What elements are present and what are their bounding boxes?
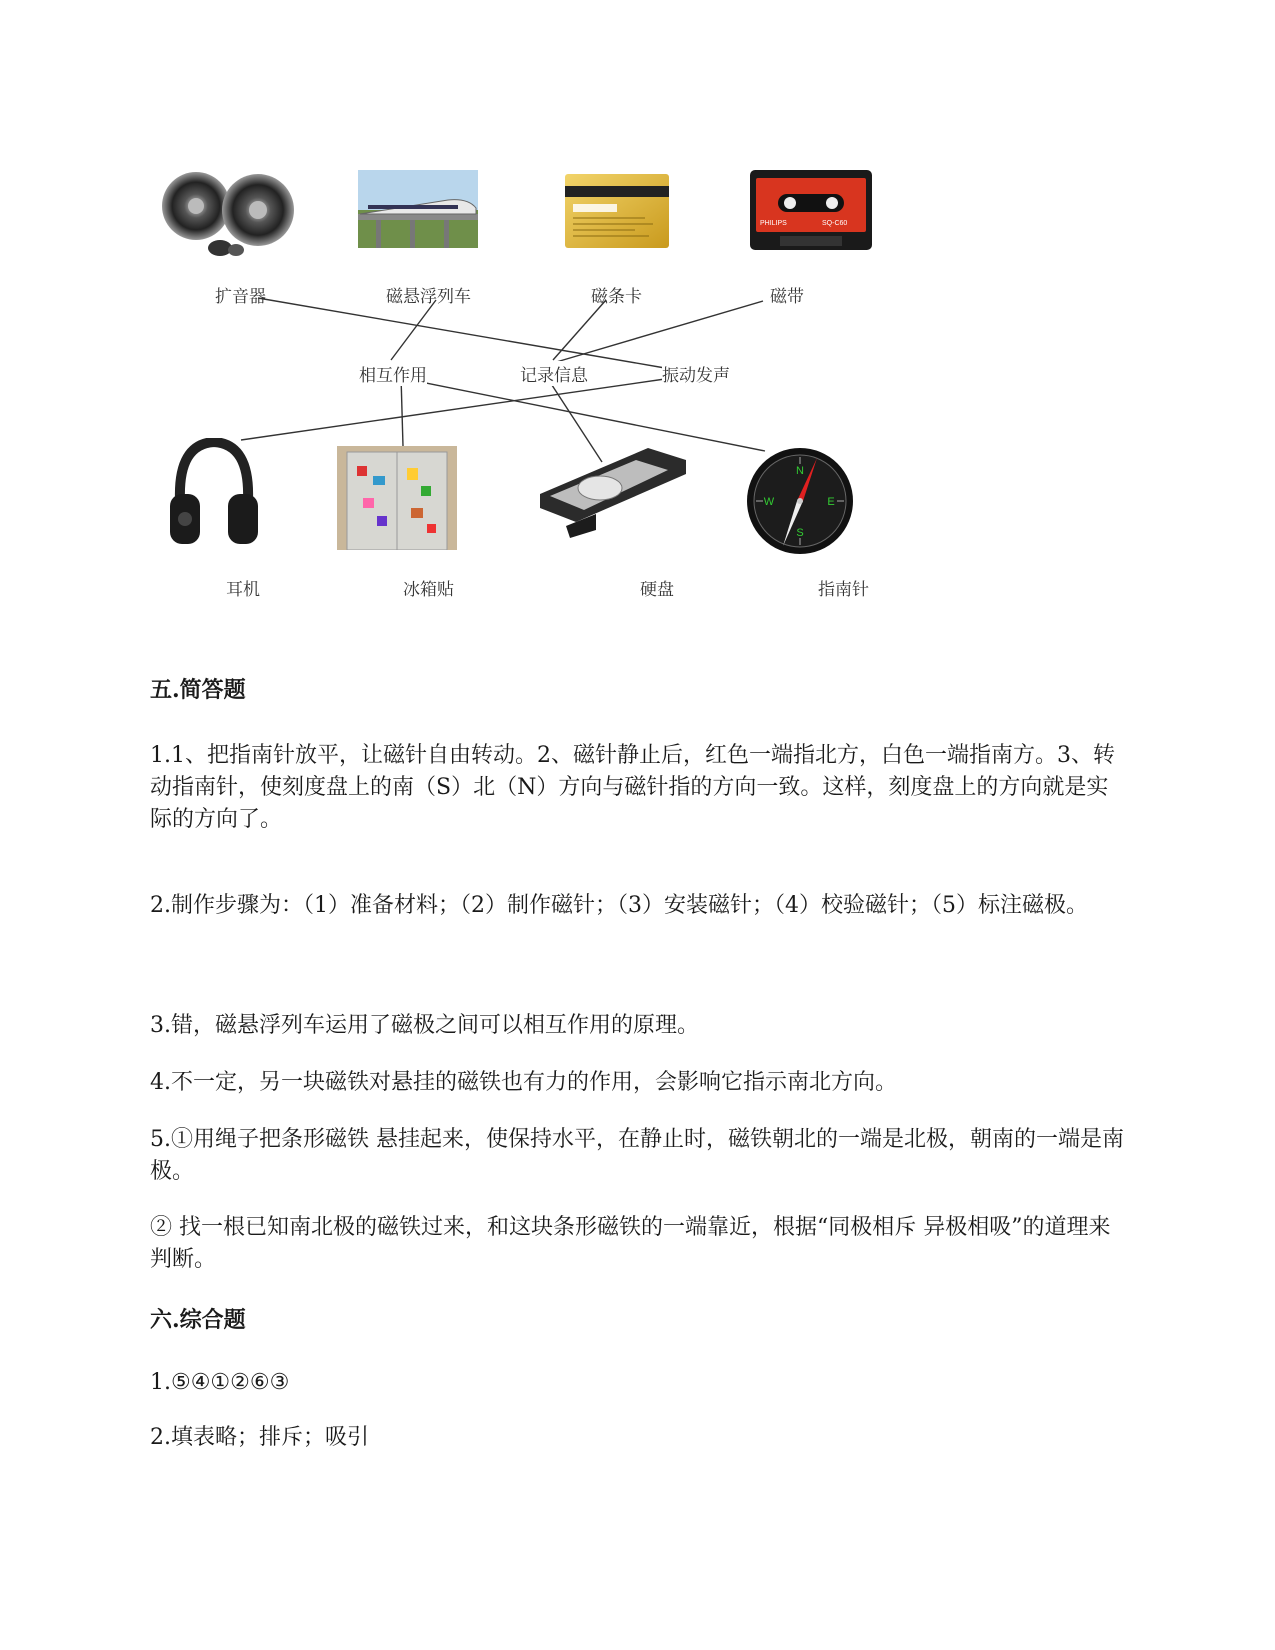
answer-5-5: 5.①用绳子把条形磁铁 悬挂起来，使保持水平，在静止时，磁铁朝北的一端是北极，朝南的一端是南极。	[150, 1127, 1124, 1184]
label-compass: 指南针	[818, 580, 869, 600]
magnetic-card-picture	[565, 174, 669, 248]
compass-letter-s: S	[796, 527, 804, 539]
headphones-picture	[168, 438, 260, 550]
answer-5-4: 4.不一定，另一块磁铁对悬挂的磁铁也有力的作用，会影响它指示南北方向。	[150, 1070, 897, 1095]
compass-letter-e: E	[827, 496, 835, 508]
label-headphones: 耳机	[226, 580, 260, 600]
answer-5-1: 1.1、把指南针放平，让磁针自由转动。2、磁针静止后，红色一端指北方，白色一端指南方。3、转动指南针，使刻度盘上的南（S）北（N）方向与磁针指的方向一致。这样，刻度盘上的方向就是实际的方向了。	[150, 743, 1115, 832]
matching-diagram	[0, 0, 1275, 640]
label-cassette-tape: 磁带	[770, 287, 804, 307]
label-magnetic-card: 磁条卡	[591, 287, 642, 307]
tape-brand: PHILIPS	[760, 220, 787, 227]
compass-letter-n: N	[796, 465, 804, 477]
fridge-magnets-picture	[337, 446, 457, 550]
label-vibrate-sound: 振动发声	[662, 361, 730, 386]
maglev-train-picture	[358, 170, 478, 248]
cassette-tape-picture	[750, 170, 872, 250]
compass-letter-w: W	[763, 496, 775, 508]
line-maglev-interact	[391, 300, 436, 360]
answer-6-2: 2.填表略；排斥；吸引	[150, 1425, 369, 1450]
answer-5-5-part2: ② 找一根已知南北极的磁铁过来，和这块条形磁铁的一端靠近，根据“同极相斥 异极相吸”的道理来判断。	[150, 1215, 1111, 1272]
answer-5-2: 2.制作步骤为：（1）准备材料；（2）制作磁针；（3）安装磁针；（4）校验磁针；（5）标注磁极。	[150, 893, 1088, 918]
section-6-heading: 六.综合题	[150, 1307, 246, 1333]
line-fridge-interact	[401, 376, 403, 446]
hard-disk-picture	[536, 440, 690, 540]
line-card-record	[553, 300, 606, 360]
label-maglev-train: 磁悬浮列车	[386, 287, 471, 307]
line-tape-record	[553, 301, 763, 363]
label-record-info: 记录信息	[520, 361, 588, 386]
speaker-picture	[160, 166, 298, 258]
label-fridge-magnet: 冰箱贴	[403, 580, 454, 600]
section-5-heading: 五.简答题	[150, 677, 246, 703]
answer-6-1: 1.⑤④①②⑥③	[150, 1370, 290, 1395]
label-interaction: 相互作用	[359, 361, 427, 386]
answer-5-3: 3.错，磁悬浮列车运用了磁极之间可以相互作用的原理。	[150, 1013, 699, 1038]
compass-picture	[745, 446, 855, 556]
label-hard-disk: 硬盘	[640, 580, 674, 600]
tape-model: SQ-C60	[822, 220, 848, 227]
line-speaker-sound	[258, 298, 665, 368]
label-speaker: 扩音器	[215, 287, 266, 307]
